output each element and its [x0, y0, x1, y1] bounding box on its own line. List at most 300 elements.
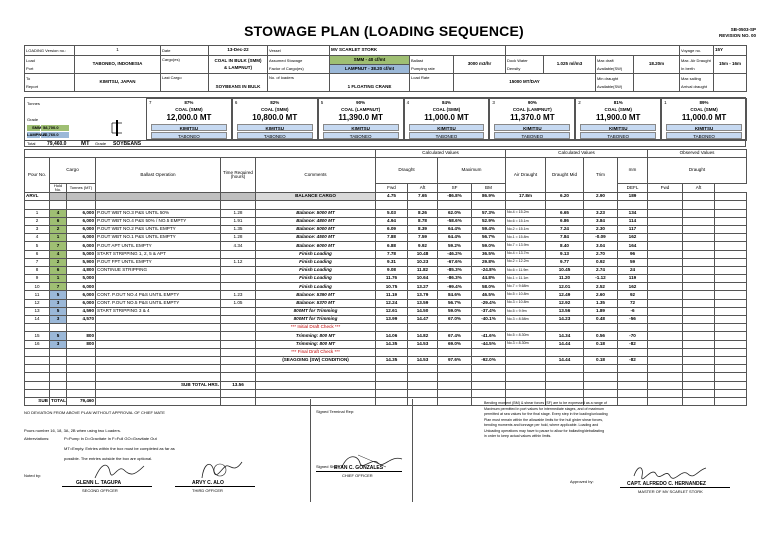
draught-mid-header: Draught Mid	[546, 158, 584, 193]
third-officer-role: THIRD OFFICER	[192, 488, 223, 493]
comment: Balance: 4800 MT	[256, 217, 376, 225]
hold-no: 5	[50, 291, 67, 299]
loading-sequence-table	[24, 149, 747, 406]
comment: Finish Loading	[256, 283, 376, 291]
hold-no-header: Hold No.	[50, 184, 67, 193]
trim: 3.84	[584, 217, 618, 225]
draught-mid: 13.56	[546, 307, 584, 315]
seagoing-mid: 14.44	[546, 356, 584, 364]
master-role: MASTER OF MV SCARLET STORK	[638, 489, 703, 494]
draught-fwd: 5.03	[376, 209, 408, 217]
draught-fwd: 6.88	[376, 242, 408, 250]
hold-disport: KIMITSU	[237, 124, 313, 131]
obs-aft-header: Aft	[683, 184, 715, 193]
hold-tonnage: 11,370.0 MT	[510, 113, 555, 122]
cargoes-label: Cargo(es)	[161, 56, 209, 74]
draught-aft: 10.48	[408, 250, 438, 258]
hold-no: 4	[50, 250, 67, 258]
load-port-label: Load Port	[25, 56, 75, 74]
ballast-operation: P.OUT WBT NO.4 P&S 50% / NO.5 EMPTY	[96, 217, 221, 225]
seagoing-bm: -92.0%	[472, 356, 506, 364]
mm: 59	[618, 258, 648, 266]
to-label: To Report	[25, 74, 75, 92]
draught-mid: 14.44	[546, 340, 584, 348]
comment: Balance: 6000 MT	[256, 242, 376, 250]
pour-row	[25, 217, 747, 225]
pour-row	[25, 250, 747, 258]
max-sf: -67.6%	[438, 258, 472, 266]
max-bm: 59.4%	[472, 225, 506, 233]
hold-4	[404, 98, 490, 140]
draught-fwd: 7.78	[376, 250, 408, 258]
hold-no: 2	[50, 258, 67, 266]
arvl-air: 17.8m	[506, 193, 546, 201]
max-sf: 67.4%	[438, 332, 472, 340]
comment: Balance: 5000 MT	[256, 209, 376, 217]
ballast-operation: CONT. P.OUT NO.4 P&S UNTIL EMPTY	[96, 291, 221, 299]
mm: -70	[618, 332, 648, 340]
dock-water-value: 1.025 ml/m3	[544, 56, 596, 74]
obs-draught-header: Draught	[648, 158, 747, 184]
max-air-draught-label: Max. Air Draught In berth	[680, 56, 714, 74]
defl-header: DEFL	[618, 184, 648, 193]
hold-tonnage: 11,390.0 MT	[338, 113, 383, 122]
air-draught: No.4 = 15.2m	[506, 209, 546, 217]
cargoes-value: COAL IN BULK (SMM) & LAMPNUT)	[209, 56, 268, 74]
air-draught: No.6 = 11.9m	[506, 266, 546, 274]
max-sf: -58.6%	[438, 217, 472, 225]
air-draught: No.5 = 10.8m	[506, 291, 546, 299]
hold-tonnage: 11,000.0 MT	[681, 113, 727, 122]
draught-fwd: 13.99	[376, 316, 408, 324]
third-officer-signature	[198, 458, 248, 482]
doc-no: SB-0503-SP	[730, 27, 756, 32]
hold-no: 5	[50, 307, 67, 315]
second-officer-signature	[90, 460, 150, 482]
hold-no: 3	[50, 316, 67, 324]
trim: 0.48	[584, 316, 618, 324]
pour-no: 14	[25, 316, 50, 324]
comment: Trimming: 800 MT	[256, 340, 376, 348]
pour-no: 7	[25, 258, 50, 266]
loading-version-value: 1	[75, 46, 161, 56]
hold-cargo: COAL (SMM)	[690, 107, 718, 112]
pour-no: 10	[25, 283, 50, 291]
tonnes: 6,000	[67, 283, 96, 291]
comment: Trimming: 800 MT	[256, 332, 376, 340]
ballast-operation: CONTINUE STRIPPING	[96, 266, 221, 274]
subtotal-value: 13.56	[221, 381, 256, 389]
max-air-draught-value: 15m - 16m	[714, 56, 747, 74]
header-table	[24, 45, 747, 92]
bm-sf-note: Bending moment (BM) & shear forces (SF) are to be expressed as a range of Maximum permitted in port values for intermediate stages, and of maximum permitted at sea values for the final stage. Every step in the loading/unloading Plan must remain within the allowable limits for the hull girder shear forces, bending moments and tonnage per hold, where applicable. Loading and Unloading operations may have to pause to allow for ballasting/deballasting in order to keep actual values within limits.	[484, 401, 608, 439]
accommodation-icon	[111, 120, 123, 136]
comment: 800MT for Trimming	[256, 316, 376, 324]
seagoing-row	[25, 356, 747, 364]
date-value: 13-Dec-22	[209, 46, 268, 56]
draught-fwd: 7.88	[376, 234, 408, 242]
load-rate-label: Load Rate	[410, 74, 454, 92]
max-draft-value: 18.20m	[634, 56, 680, 74]
draught-fwd: 11.19	[376, 291, 408, 299]
pour-row	[25, 209, 747, 217]
time-required	[221, 275, 256, 283]
trim: -1.12	[584, 275, 618, 283]
hold-loadport: TABONEO	[666, 132, 742, 139]
air-draught: No.7 = 9.68m	[506, 283, 546, 291]
draught-aft: 11.82	[408, 266, 438, 274]
pour-no: 12	[25, 299, 50, 307]
time-required: 1.28	[221, 234, 256, 242]
seagoing-sf: 97.6%	[438, 356, 472, 364]
hold-loadport: TABONEO	[494, 132, 570, 139]
hold-tonnage: 12,000.0 MT	[166, 113, 212, 122]
max-sailing-label: Max sailing Arrival draught	[680, 74, 714, 92]
hold-loadport: TABONEO	[151, 132, 227, 139]
mm: -56	[618, 316, 648, 324]
draught-aft: 10.64	[408, 275, 438, 283]
hold-7	[146, 98, 232, 140]
calc-values2-header: Calculated Values	[506, 150, 648, 158]
draught-mid: 7.84	[546, 234, 584, 242]
fwd-header: Fwd	[376, 184, 408, 193]
loaders-label: No. of loaders	[268, 74, 330, 92]
ballast-operation	[96, 283, 221, 291]
air-draught-header: Air Draught	[506, 158, 546, 193]
seagoing-trim: 0.18	[584, 356, 618, 364]
hold-no: 6	[50, 266, 67, 274]
tonnes-label: Tonnes	[27, 101, 40, 106]
air-draught: No.1 = 11.1m	[506, 275, 546, 283]
hold-disport: KIMITSU	[409, 124, 485, 131]
pour-row	[25, 307, 747, 315]
trim: 2.30	[584, 225, 618, 233]
draught-fwd: 14.06	[376, 332, 408, 340]
deviation-note: NO DEVIATION FROM ABOVE PLAN WITHOUT APPROVAL OF CHIEF MATE	[24, 410, 165, 415]
bm-header: BM	[472, 184, 506, 193]
max-sf: 59.2%	[438, 242, 472, 250]
max-sf: 64.4%	[438, 234, 472, 242]
second-officer-role: SECOND OFFICER	[82, 488, 118, 493]
time-required: 1.35	[221, 225, 256, 233]
hold-1	[661, 98, 747, 140]
total-tonnes: 79,460	[67, 397, 96, 405]
chief-officer-name: RYAN C. GONZALES	[334, 465, 384, 471]
subtotal-row	[25, 381, 747, 389]
hold-no: 1	[50, 275, 67, 283]
trim: 1.35	[584, 299, 618, 307]
draught-fwd: 14.35	[376, 340, 408, 348]
draught-fwd: 12.61	[376, 307, 408, 315]
draught-aft: 13.27	[408, 283, 438, 291]
mm-header: mm	[618, 158, 648, 184]
time-required	[221, 283, 256, 291]
mm: 96	[618, 250, 648, 258]
hold-number: 3	[492, 100, 495, 105]
max-sf: -46.2%	[438, 250, 472, 258]
calc-values-header: Calculated Values	[376, 150, 506, 158]
ballast-label: Ballast Pumping rate	[410, 56, 454, 74]
hold-fill-pct: 90%	[356, 100, 366, 105]
draught-mid: 12.92	[546, 299, 584, 307]
hold-2	[575, 98, 661, 140]
ballast-operation: P.OUT WBT NO.3 P&S UNTIL 50%	[96, 209, 221, 217]
time-required: 1.05	[221, 299, 256, 307]
time-required: 1.12	[221, 258, 256, 266]
loaders-value: 1 FLOATING CRANE	[330, 74, 410, 92]
draught-aft: 13.79	[408, 291, 438, 299]
holds-section	[24, 97, 746, 147]
trim: 2.70	[584, 250, 618, 258]
air-draught: No.5 = 9.9m	[506, 307, 546, 315]
draught-aft: 14.53	[408, 340, 438, 348]
pour-row	[25, 225, 747, 233]
draught-aft: 9.92	[408, 242, 438, 250]
trim: 2.60	[584, 291, 618, 299]
trim: 0.92	[584, 258, 618, 266]
hold-cargo: COAL (SMM)	[432, 107, 461, 112]
min-draught-label: Min draught Available(SW)	[596, 74, 634, 92]
hold-disport: KIMITSU	[151, 124, 227, 131]
ballast-operation: P.OUT WBT NO.2 P&S UNTIL EMPTY	[96, 225, 221, 233]
revision-no: REVISION NO. 00	[718, 32, 756, 38]
smm-value: 58,700.0	[43, 125, 59, 130]
pour-row	[25, 283, 747, 291]
draught-fwd: 10.75	[376, 283, 408, 291]
tonnes: 6,000	[67, 234, 96, 242]
time-required: 1.23	[221, 291, 256, 299]
comment: Balance: 5000 MT	[256, 225, 376, 233]
seagoing-mm: -82	[618, 356, 648, 364]
max-bm: 36.5%	[472, 250, 506, 258]
initial-draft-check: *** Initial Draft Check ***	[256, 324, 376, 332]
grade2-label: Grade	[95, 141, 107, 146]
seagoing-fwd: 14.35	[376, 356, 408, 364]
hold-number: 6	[234, 100, 238, 105]
arvl-aft: 7.65	[408, 193, 438, 201]
max-bm: 56.7%	[472, 234, 506, 242]
pour-no: 8	[25, 266, 50, 274]
comment: Finish Loading	[256, 258, 376, 266]
comment: Finish Loading	[256, 266, 376, 274]
load-port-value: TABONEO, INDONESIA	[75, 56, 161, 74]
max-bm: -41.6%	[472, 332, 506, 340]
tonnes: 5,900	[67, 258, 96, 266]
draught-mid: 6.65	[546, 209, 584, 217]
draught-mid: 6.86	[546, 217, 584, 225]
air-draught: No.7 = 13.9m	[506, 242, 546, 250]
loading-version-label: LOADING Version no.:	[25, 46, 75, 56]
draught-mid: 12.01	[546, 283, 584, 291]
ballast-operation: P.OUT APT UNTIL EMPTY	[96, 242, 221, 250]
hold-fill-pct: 81%	[613, 100, 623, 105]
max-bm: -29.4%	[472, 299, 506, 307]
max-bm: -24.8%	[472, 266, 506, 274]
hold-5	[318, 98, 404, 140]
time-required: 1.91	[221, 217, 256, 225]
max-sf: 64.4%	[438, 225, 472, 233]
ballast-operation: START STRIPPING 3 & 4	[96, 307, 221, 315]
arvl-fwd: 4.75	[376, 193, 408, 201]
hold-loadport: TABONEO	[580, 132, 656, 139]
pour-no: 16	[25, 340, 50, 348]
draught-aft: 13.59	[408, 299, 438, 307]
ballast-operation: P.OUT FPT UNTIL EMPTY	[96, 258, 221, 266]
trimming-row	[25, 332, 747, 340]
draught-fwd: 9.08	[376, 266, 408, 274]
signed-ship-label: Signed Ship:	[316, 464, 339, 469]
mm: 24	[618, 266, 648, 274]
vessel-value: MV SCARLET STORK	[330, 46, 506, 56]
lampnut-value: 22,760.0	[43, 132, 59, 137]
draught-fwd: 12.24	[376, 299, 408, 307]
tonnes: 6,000	[67, 299, 96, 307]
comment: Balance: 5390 MT	[256, 291, 376, 299]
draught-mid: 14.23	[546, 316, 584, 324]
pours-note: Pours number 16, 18, 3A, 2B when using two Loaders.	[24, 428, 121, 433]
voyage-label: Voyage no.	[680, 46, 714, 56]
grade-label: Grade	[27, 117, 39, 122]
obs-fwd-header: Fwd	[648, 184, 683, 193]
trim: 3.04	[584, 242, 618, 250]
mm: 114	[618, 217, 648, 225]
tonnes: 6,000	[67, 225, 96, 233]
time-required	[221, 316, 256, 324]
chief-officer-role: CHIEF OFFICER	[342, 473, 373, 478]
hold-loadport: TABONEO	[409, 132, 485, 139]
comment: Finish Loading	[256, 275, 376, 283]
tonnes: 4,800	[67, 266, 96, 274]
tonnes: 5,000	[67, 250, 96, 258]
hold-no: 3	[50, 299, 67, 307]
draught-aft: 8.26	[408, 209, 438, 217]
master-name: CAPT. ALFREDO C. HERNANDEZ	[627, 481, 706, 487]
arvl-sf: -86.8%	[438, 193, 472, 201]
hold-number: 2	[578, 100, 581, 105]
draught-fwd: 9.31	[376, 258, 408, 266]
hold-disport: KIMITSU	[666, 124, 742, 131]
abbreviations-3: possible. The entries outside the box are optional.	[64, 456, 153, 461]
ballast-operation: P.OUT WBT NO.1 P&S UNTIL EMPTY	[96, 234, 221, 242]
to-value: KIMITSU, JAPAN	[75, 74, 161, 92]
ballast-operation	[96, 316, 221, 324]
third-officer-name: ARVY C. ALO	[192, 480, 224, 486]
mm: -82	[618, 340, 648, 348]
arvl-bm: 86.9%	[472, 193, 506, 201]
approved-by-label: Approved by:	[570, 479, 594, 484]
hold-no: 6	[50, 217, 67, 225]
hold-no: 1	[50, 234, 67, 242]
signed-terminal-label: Signed Terminal Rep:	[316, 409, 355, 414]
draught-mid: 12.49	[546, 291, 584, 299]
max-bm: 29.8%	[472, 258, 506, 266]
hold-tonnage: 11,900.0 MT	[595, 113, 641, 122]
trim: 0.56	[584, 332, 618, 340]
draught-mid: 10.45	[546, 266, 584, 274]
pour-no: 4	[25, 234, 50, 242]
hold-disport: KIMITSU	[580, 124, 656, 131]
hold-cargo: COAL (SMM)	[261, 107, 289, 112]
trim-header: Trim	[584, 158, 618, 193]
max-sf: 69.0%	[438, 340, 472, 348]
tonnes: 6,000	[67, 242, 96, 250]
pour-no: 9	[25, 275, 50, 283]
vessel-label: Vessel	[268, 46, 330, 56]
mm: 72	[618, 299, 648, 307]
pour-no: 1	[25, 209, 50, 217]
pour-no: 11	[25, 291, 50, 299]
hold-number: 7	[149, 100, 152, 105]
time-required	[221, 266, 256, 274]
max-sf: 62.0%	[438, 209, 472, 217]
stowage-factor-label: Assumed Stowage Factor of Cargo(es)	[268, 56, 330, 74]
trim: 2.52	[584, 283, 618, 291]
ballast-value: 3000 m3/hr	[454, 56, 506, 74]
seagoing-aft: 14.53	[408, 356, 438, 364]
hold-cargo: COAL (LAMPNUT)	[341, 107, 381, 112]
aft-header: Aft	[408, 184, 438, 193]
air-draught: No.1 = 15.8m	[506, 234, 546, 242]
pour-row	[25, 299, 747, 307]
ballast-operation	[96, 275, 221, 283]
hold-number: 4	[406, 100, 410, 105]
pour-no-header: Pour No.	[25, 158, 50, 193]
hold-loadport: TABONEO	[323, 132, 399, 139]
tonnes: 4,570	[67, 316, 96, 324]
hold-no: 7	[50, 283, 67, 291]
draught-aft: 8.39	[408, 225, 438, 233]
pour-row	[25, 242, 747, 250]
arvl-label: ARVL	[25, 193, 50, 201]
hold-fill-pct: 89%	[699, 100, 709, 105]
max-draft-label: Max draft Available(SW)	[596, 56, 634, 74]
noted-by-label: Noted by:	[24, 473, 42, 478]
comment: Balance: 5370 MT	[256, 299, 376, 307]
tonnes: 6,000	[67, 291, 96, 299]
subtotal-label: SUB TOTAL HRS.	[96, 381, 221, 389]
air-draught: No.3 = 8.58m	[506, 316, 546, 324]
time-required	[221, 250, 256, 258]
pour-row	[25, 316, 747, 324]
arrival-row	[25, 193, 747, 201]
pour-row	[25, 266, 747, 274]
final-draft-check: *** Final Draft Check ***	[256, 348, 376, 356]
max-sf: 67.0%	[438, 316, 472, 324]
tonnes: 4,590	[67, 307, 96, 315]
dock-water-label: Dock Water Density	[506, 56, 544, 74]
max-sf: 84.6%	[438, 291, 472, 299]
max-sf: 59.0%	[438, 307, 472, 315]
comments-header: Comments	[256, 158, 376, 193]
pour-no: 15	[25, 332, 50, 340]
hold-loadport: TABONEO	[237, 132, 313, 139]
ballast-op-header: Ballast Operation	[96, 158, 221, 193]
trim: 3.23	[584, 209, 618, 217]
max-sf: -99.4%	[438, 283, 472, 291]
pour-row	[25, 234, 747, 242]
hold-fill-pct: 87%	[184, 100, 194, 105]
hold-fill-pct: 90%	[527, 100, 537, 105]
hold-tonnage: 10,800.0 MT	[252, 113, 298, 122]
pour-row	[25, 291, 747, 299]
air-draught: No.2 = 15.1m	[506, 225, 546, 233]
hold-fill-pct: 84%	[441, 100, 451, 105]
draught-mid: 8.40	[546, 242, 584, 250]
hold-no: 3	[50, 340, 67, 348]
hold-no: 7	[50, 242, 67, 250]
draught-mid: 7.24	[546, 225, 584, 233]
arvl-comment: BALANCE CARGO	[256, 193, 376, 201]
